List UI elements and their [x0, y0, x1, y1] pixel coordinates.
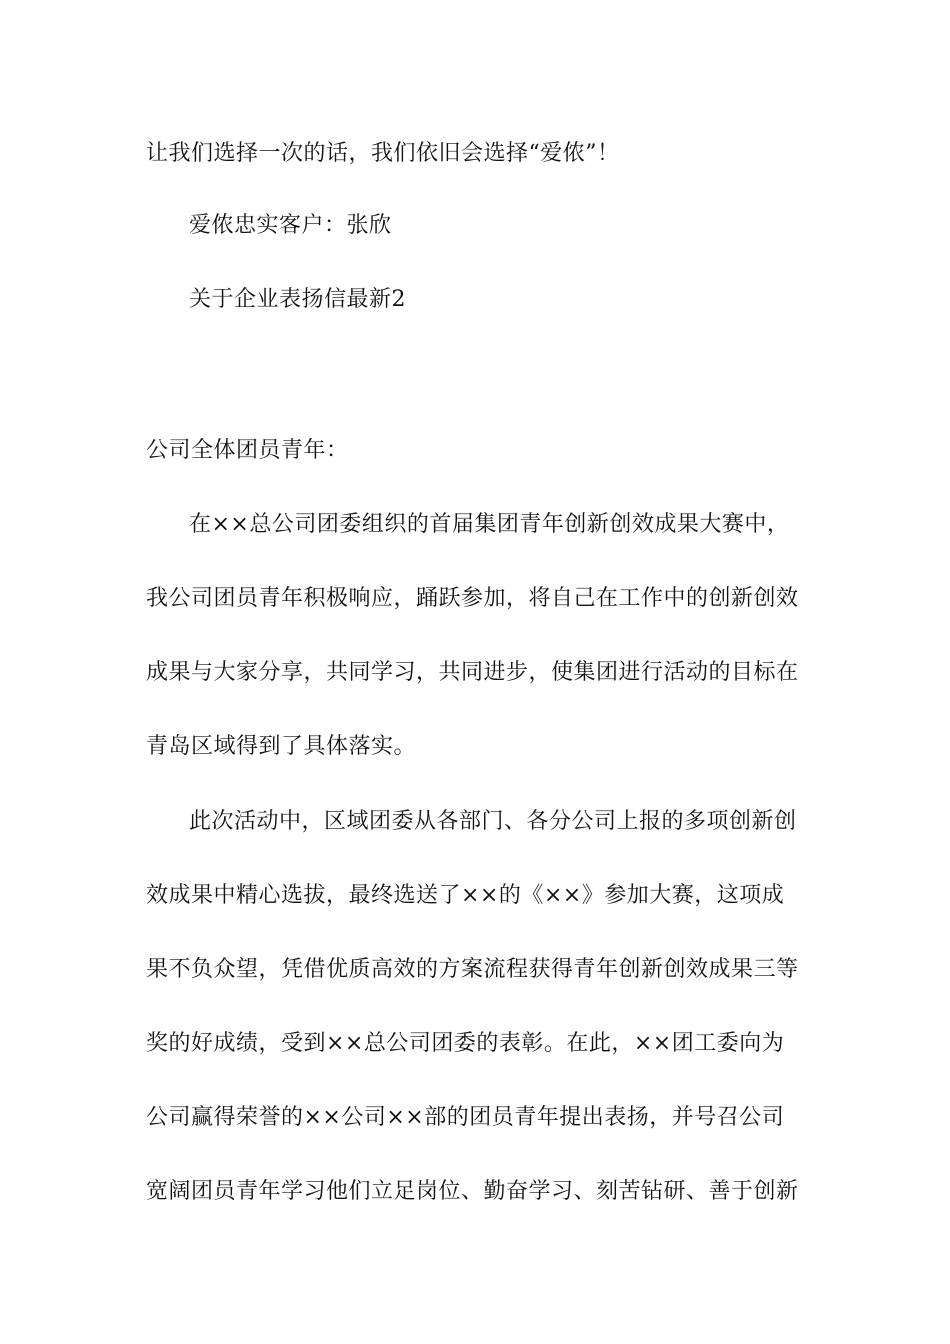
paragraph-line: 奖的好成绩，受到××总公司团委的表彰。在此，××团工委向为: [146, 1031, 785, 1056]
paragraph-line: 在××总公司团委组织的首届集团青年创新创效成果大赛中，: [189, 512, 790, 537]
paragraph-line: 我公司团员青年积极响应，踊跃参加，将自己在工作中的创新创效: [146, 586, 799, 611]
salutation: 公司全体团员青年：: [146, 438, 349, 463]
paragraph-line: 此次活动中，区域团委从各部门、各分公司上报的多项创新创: [189, 809, 797, 834]
paragraph-line: 宽阔团员青年学习他们立足岗位、勤奋学习、刻苦钻研、善于创新: [146, 1179, 799, 1204]
signature-line: 爱侬忠实客户：张欣: [189, 213, 392, 238]
text-line: 让我们选择一次的话，我们依旧会选择“爱侬”！: [146, 141, 620, 166]
paragraph-line: 公司赢得荣誉的××公司××部的团员青年提出表扬，并号召公司: [146, 1105, 785, 1130]
paragraph-line: 青岛区域得到了具体落实。: [146, 734, 417, 759]
paragraph-line: 成果与大家分享，共同学习，共同进步，使集团进行活动的目标在: [146, 660, 799, 685]
section-title: 关于企业表扬信最新2: [189, 287, 406, 312]
paragraph-line: 果不负众望，凭借优质高效的方案流程获得青年创新创效成果三等: [146, 957, 799, 982]
paragraph-line: 效成果中精心选拔，最终选送了××的《××》参加大赛，这项成: [146, 883, 785, 908]
